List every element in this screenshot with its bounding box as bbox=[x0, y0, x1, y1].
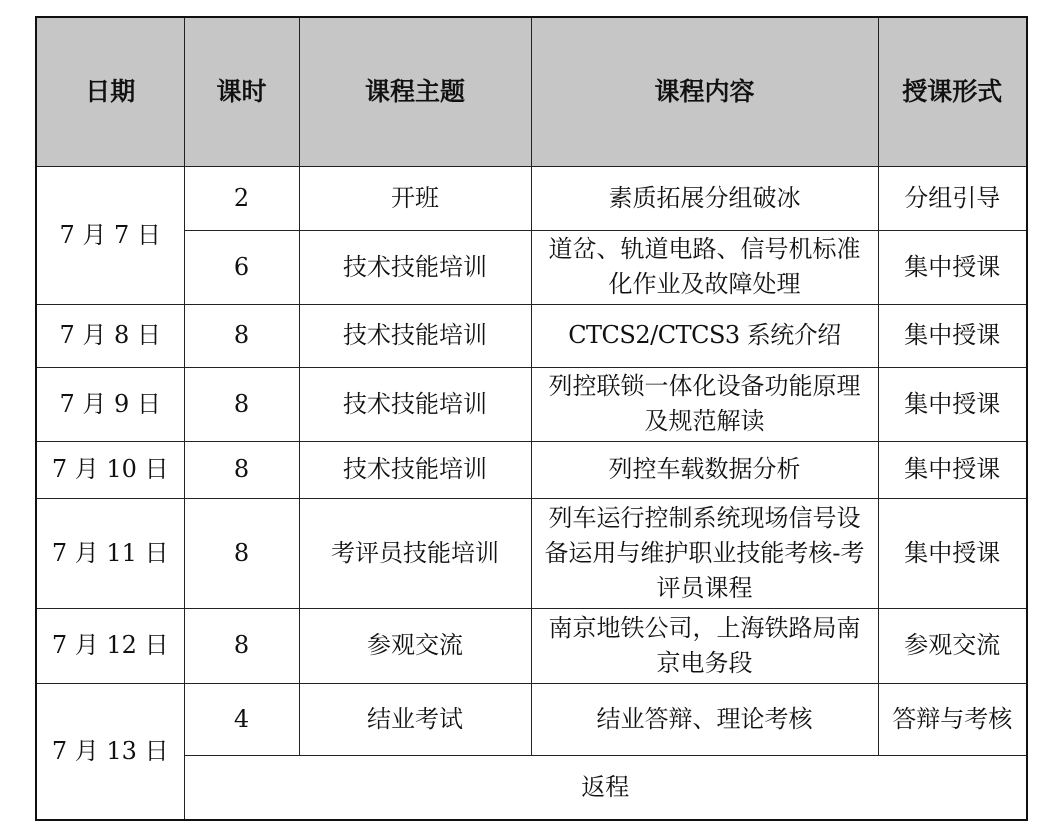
date-cell: 7 月 9 日 bbox=[36, 367, 184, 441]
header-date: 日期 bbox=[36, 17, 184, 166]
format-cell: 集中授课 bbox=[878, 230, 1027, 304]
date-cell: 7 月 11 日 bbox=[36, 498, 184, 608]
date-cell: 7 月 12 日 bbox=[36, 608, 184, 683]
hours-cell: 8 bbox=[184, 304, 299, 367]
header-content: 课程内容 bbox=[531, 17, 878, 166]
content-cell: 列控联锁一体化设备功能原理及规范解读 bbox=[531, 367, 878, 441]
topic-cell: 技术技能培训 bbox=[299, 230, 531, 304]
date-cell: 7 月 8 日 bbox=[36, 304, 184, 367]
format-cell: 集中授课 bbox=[878, 367, 1027, 441]
hours-cell: 2 bbox=[184, 166, 299, 230]
table-row bbox=[36, 166, 1027, 230]
header-row bbox=[36, 17, 1027, 166]
content-cell: 结业答辩、理论考核 bbox=[531, 683, 878, 755]
table-row bbox=[36, 230, 1027, 304]
schedule-table bbox=[35, 16, 1028, 821]
header-hours: 课时 bbox=[184, 17, 299, 166]
hours-cell: 6 bbox=[184, 230, 299, 304]
topic-cell: 技术技能培训 bbox=[299, 304, 531, 367]
hours-cell: 4 bbox=[184, 683, 299, 755]
topic-cell: 开班 bbox=[299, 166, 531, 230]
table-row bbox=[36, 683, 1027, 755]
format-cell: 集中授课 bbox=[878, 441, 1027, 498]
table-row bbox=[36, 498, 1027, 608]
content-cell: 道岔、轨道电路、信号机标准化作业及故障处理 bbox=[531, 230, 878, 304]
date-cell: 7 月 10 日 bbox=[36, 441, 184, 498]
table-row bbox=[36, 755, 1027, 820]
format-cell: 分组引导 bbox=[878, 166, 1027, 230]
date-cell: 7 月 13 日 bbox=[36, 683, 184, 820]
format-cell: 参观交流 bbox=[878, 608, 1027, 683]
topic-cell: 技术技能培训 bbox=[299, 441, 531, 498]
format-cell: 答辩与考核 bbox=[878, 683, 1027, 755]
table-row bbox=[36, 304, 1027, 367]
content-cell: 素质拓展分组破冰 bbox=[531, 166, 878, 230]
table-row bbox=[36, 608, 1027, 683]
format-cell: 集中授课 bbox=[878, 498, 1027, 608]
date-cell: 7 月 7 日 bbox=[36, 166, 184, 304]
content-cell: 南京地铁公司，上海铁路局南京电务段 bbox=[531, 608, 878, 683]
content-cell: 列车运行控制系统现场信号设备运用与维护职业技能考核-考评员课程 bbox=[531, 498, 878, 608]
header-topic: 课程主题 bbox=[299, 17, 531, 166]
hours-cell: 8 bbox=[184, 498, 299, 608]
hours-cell: 8 bbox=[184, 367, 299, 441]
topic-cell: 参观交流 bbox=[299, 608, 531, 683]
hours-cell: 8 bbox=[184, 441, 299, 498]
table-row bbox=[36, 441, 1027, 498]
header-format: 授课形式 bbox=[878, 17, 1027, 166]
topic-cell: 技术技能培训 bbox=[299, 367, 531, 441]
hours-cell: 8 bbox=[184, 608, 299, 683]
topic-cell: 考评员技能培训 bbox=[299, 498, 531, 608]
topic-cell: 结业考试 bbox=[299, 683, 531, 755]
format-cell: 集中授课 bbox=[878, 304, 1027, 367]
return-cell: 返程 bbox=[184, 755, 1027, 820]
content-cell: 列控车载数据分析 bbox=[531, 441, 878, 498]
table-row bbox=[36, 367, 1027, 441]
content-cell: CTCS2/CTCS3 系统介绍 bbox=[531, 304, 878, 367]
